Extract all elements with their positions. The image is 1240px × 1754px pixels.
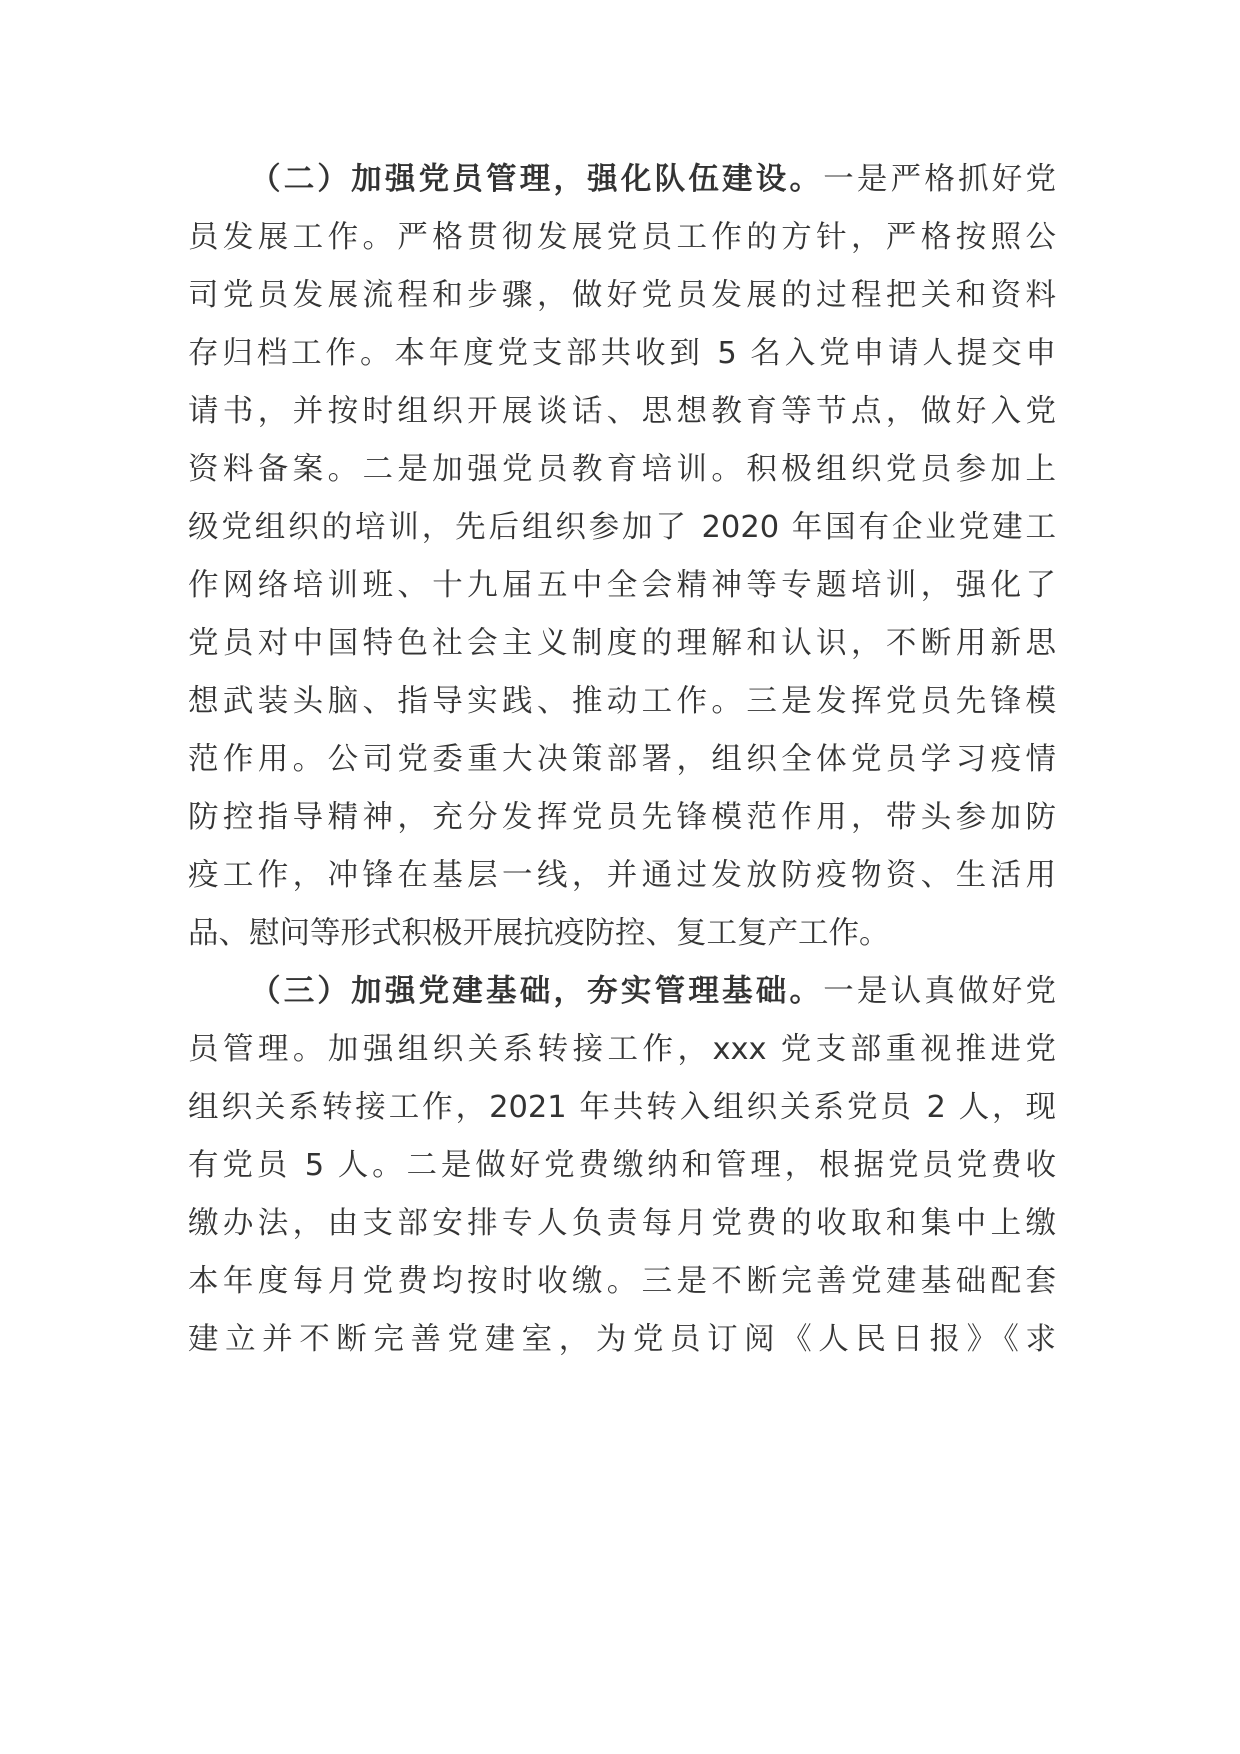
paragraph-line: 员发展工作。严格贯彻发展党员工作的方针，严格按照公 <box>188 220 1056 255</box>
paragraph-line: 组织关系转接工作，2021 年共转入组织关系党员 2 人，现 <box>188 1090 1056 1125</box>
paragraph-line: 疫工作，冲锋在基层一线，并通过发放防疫物资、生活用 <box>188 858 1056 893</box>
paragraph-line <box>250 150 1056 210</box>
paragraph-line: 想武装头脑、指导实践、推动工作。三是发挥党员先锋模 <box>188 684 1056 719</box>
paragraph-line: 防控指导精神，充分发挥党员先锋模范作用，带头参加防 <box>188 800 1056 835</box>
paragraph-line: 有党员 5 人。二是做好党费缴纳和管理，根据党员党费收 <box>188 1148 1056 1183</box>
section-heading: （三）加强党建基础，夯实管理基础。 <box>250 974 824 1009</box>
paragraph-line: 作网络培训班、十九届五中全会精神等专题培训，强化了 <box>188 568 1056 603</box>
paragraph-line: 缴办法，由支部安排专人负责每月党费的收取和集中上缴 <box>188 1206 1056 1241</box>
paragraph-line: 资料备案。二是加强党员教育培训。积极组织党员参加上 <box>188 452 1056 487</box>
paragraph-line: 请书，并按时组织开展谈话、思想教育等节点，做好入党 <box>188 394 1056 429</box>
paragraph-line: 建立并不断完善党建室，为党员订阅《人民日报》《求 <box>188 1322 1056 1357</box>
paragraph-line <box>250 962 1056 1022</box>
paragraph-line: 党员对中国特色社会主义制度的理解和认识，不断用新思 <box>188 626 1056 661</box>
paragraph-line: 级党组织的培训，先后组织参加了 2020 年国有企业党建工 <box>188 510 1056 545</box>
paragraph-line: 品、慰问等形式积极开展抗疫防控、复工复产工作。 <box>188 916 890 951</box>
paragraph-line: 司党员发展流程和步骤，做好党员发展的过程把关和资料 <box>188 278 1056 313</box>
paragraph-line: 本年度每月党费均按时收缴。三是不断完善党建基础配套 <box>188 1264 1056 1299</box>
paragraph-line: 存归档工作。本年度党支部共收到 5 名入党申请人提交申 <box>188 336 1056 371</box>
paragraph-text: 一是严格抓好党 <box>823 162 1057 197</box>
paragraph-line: 员管理。加强组织关系转接工作，xxx 党支部重视推进党 <box>188 1032 1056 1067</box>
paragraph-line: 范作用。公司党委重大决策部署，组织全体党员学习疫情 <box>188 742 1056 777</box>
section-heading: （二）加强党员管理，强化队伍建设。 <box>250 162 824 197</box>
paragraph-text: 一是认真做好党 <box>823 974 1057 1009</box>
